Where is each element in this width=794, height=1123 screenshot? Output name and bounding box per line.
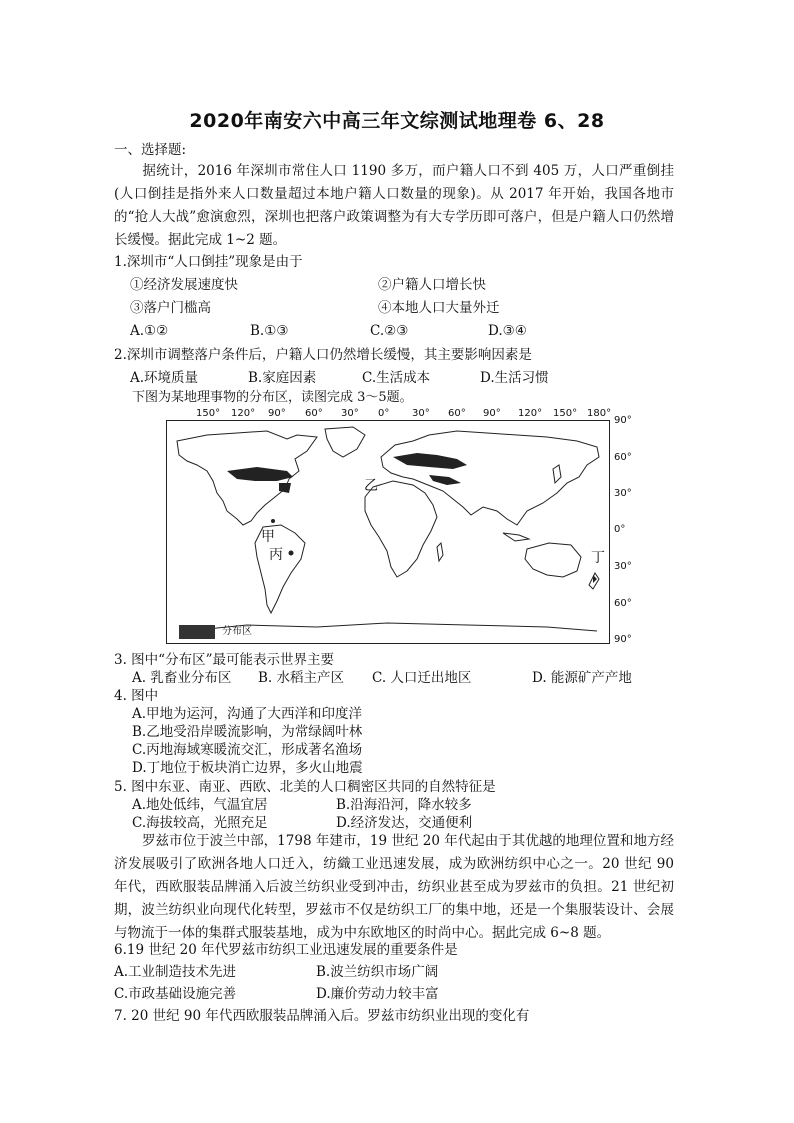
q3-option-d: D. 能源矿产产地	[532, 670, 632, 686]
distribution-europe	[393, 453, 467, 469]
q1-stem: 1.深圳市“人口倒挂”现象是由于	[114, 254, 303, 270]
q1-option-b: B.①③	[250, 323, 289, 339]
q4-option-d: D.丁地位于板块消亡边界，多火山地震	[132, 760, 363, 776]
q6-option-c: C.市政基础设施完善	[114, 986, 237, 1002]
tick-top: 120°	[231, 408, 256, 419]
australia	[525, 543, 581, 577]
tick-right: 60°	[614, 452, 632, 463]
section-heading: 一、选择题:	[114, 142, 187, 158]
q2-option-c: C.生活成本	[362, 370, 431, 386]
q2-stem: 2.深圳市调整落户条件后，户籍人口仍然增长缓慢，其主要影响因素是	[114, 347, 532, 363]
tick-top: 120°	[518, 408, 543, 419]
tick-top: 60°	[305, 408, 323, 419]
tick-top: 0°	[378, 408, 390, 419]
eurasia	[381, 431, 599, 525]
distribution-caspian	[429, 475, 461, 485]
q2-option-b: B.家庭因素	[248, 370, 317, 386]
tick-right: 90°	[614, 415, 632, 426]
tick-top: 30°	[341, 408, 359, 419]
point-jia	[271, 519, 275, 523]
q1-item-3: ③落户门槛高	[130, 300, 211, 316]
q1-option-c: C.②③	[370, 323, 409, 339]
tick-top: 180°	[587, 408, 612, 419]
q1-item-4: ④本地人口大量外迁	[378, 300, 500, 316]
tick-top: 90°	[483, 408, 501, 419]
q1-option-a: A.①②	[130, 323, 169, 339]
q6-option-b: B.波兰纺织市场广阔	[316, 964, 439, 980]
q2-option-a: A.环境质量	[130, 370, 199, 386]
q4-option-c: C.丙地海域寒暖流交汇，形成著名渔场	[132, 742, 363, 758]
q5-option-b: B.沿海沿河，降水较多	[336, 797, 472, 813]
passage-2-text: 罗兹市位于波兰中部，1798 年建市，19 世纪 20 年代起由于其优越的地理位置和地方经济发展吸引了欧洲各地人口迁入，纺織工业迅速发展，成为欧洲纺织中心之一。20 世纪 90 年代，西欧服装品牌涌入后波兰纺织业受到冲击，纺织业甚至成为罗兹市的负担。21 世纪初期，波兰纺织业向现代化转型，罗兹市不仅是纺织工厂的集中地，还是一个集服装设计、会展与物流于一体的集群式服装基地，成为中东欧地区的时尚中心。据此完成 6~8 题。	[114, 833, 674, 941]
passage-2	[114, 830, 674, 945]
world-map	[166, 420, 610, 644]
q4-stem: 4. 图中	[114, 688, 159, 704]
map-label-jia: 甲	[261, 529, 275, 545]
passage-1-text: 据统计，2016 年深圳市常住人口 1190 多万，而户籍人口不到 405 万，人口严重倒挂(人口倒挂是指外来人口数量超过本地户籍人口数量的现象)。从 2017 年开始，我国各地市的“抢人大战”愈演愈烈，深圳也把落户政策调整为有大专学历即可落户，但是户籍人口仍然增长缓慢。据此完成 1~2 题。	[114, 163, 674, 248]
q1-option-d: D.③④	[488, 323, 527, 339]
tick-top: 30°	[412, 408, 430, 419]
q5-option-d: D.经济发达，交通便利	[336, 815, 473, 831]
q3-option-b: B. 水稻主产区	[258, 670, 345, 686]
q4-option-b: B.乙地受沿岸暖流影响，为常绿阔叶林	[132, 724, 363, 740]
q2-option-d: D.生活习惯	[480, 370, 549, 386]
tick-top: 90°	[268, 408, 286, 419]
q5-stem: 5. 图中东亚、南亚、西欧、北美的人口稠密区共同的自然特征是	[114, 779, 496, 795]
world-map-svg	[167, 421, 609, 643]
q3-stem: 3. 图中“分布区”最可能表示世界主要	[114, 652, 334, 668]
map-label-yi: 乙	[364, 478, 378, 494]
q3-option-c: C. 人口迁出地区	[372, 670, 472, 686]
passage-1	[114, 160, 674, 252]
q4-option-a: A.甲地为运河，沟通了大西洋和印度洋	[132, 706, 363, 722]
distribution-new-zealand	[593, 575, 597, 583]
q5-option-c: C.海拔较高，光照充足	[132, 815, 268, 831]
map-label-ding: 丁	[591, 550, 605, 566]
tick-right: 90°	[614, 634, 632, 645]
q7-stem: 7. 20 世纪 90 年代西欧服装品牌涌入后。罗兹市纺织业出现的变化有	[114, 1008, 530, 1024]
map-intro: 下图为某地理事物的分布区，读图完成 3～5题。	[132, 390, 413, 405]
page-title: 2020年南安六中高三年文综测试地理卷 6、28	[189, 110, 605, 132]
q1-item-1: ①经济发展速度快	[130, 277, 238, 293]
distribution-north-america-east	[279, 483, 291, 493]
distribution-north-america	[227, 467, 293, 481]
greenland	[325, 427, 365, 457]
q1-item-2: ②户籍人口增长快	[378, 277, 486, 293]
tick-right: 30°	[614, 561, 632, 572]
madagascar	[437, 543, 443, 561]
tick-right: 60°	[614, 598, 632, 609]
tick-right: 0°	[614, 524, 626, 535]
tick-top: 150°	[553, 408, 578, 419]
q6-option-d: D.廉价劳动力较丰富	[316, 986, 439, 1002]
indonesia	[503, 533, 529, 541]
map-label-bing: 丙	[269, 547, 283, 563]
map-legend-label: 分布区	[222, 626, 252, 637]
japan	[553, 465, 561, 483]
point-bing	[289, 551, 294, 556]
tick-top: 150°	[196, 408, 221, 419]
tick-right: 30°	[614, 488, 632, 499]
q6-option-a: A.工业制造技术先进	[114, 964, 237, 980]
legend-swatch	[179, 625, 215, 639]
q3-option-a: A. 乳畜业分布区	[132, 670, 232, 686]
q5-option-a: A.地处低纬，气温宜居	[132, 797, 268, 813]
tick-top: 60°	[448, 408, 466, 419]
q6-stem: 6.19 世纪 20 年代罗兹市纺织工业迅速发展的重要条件是	[114, 942, 458, 958]
